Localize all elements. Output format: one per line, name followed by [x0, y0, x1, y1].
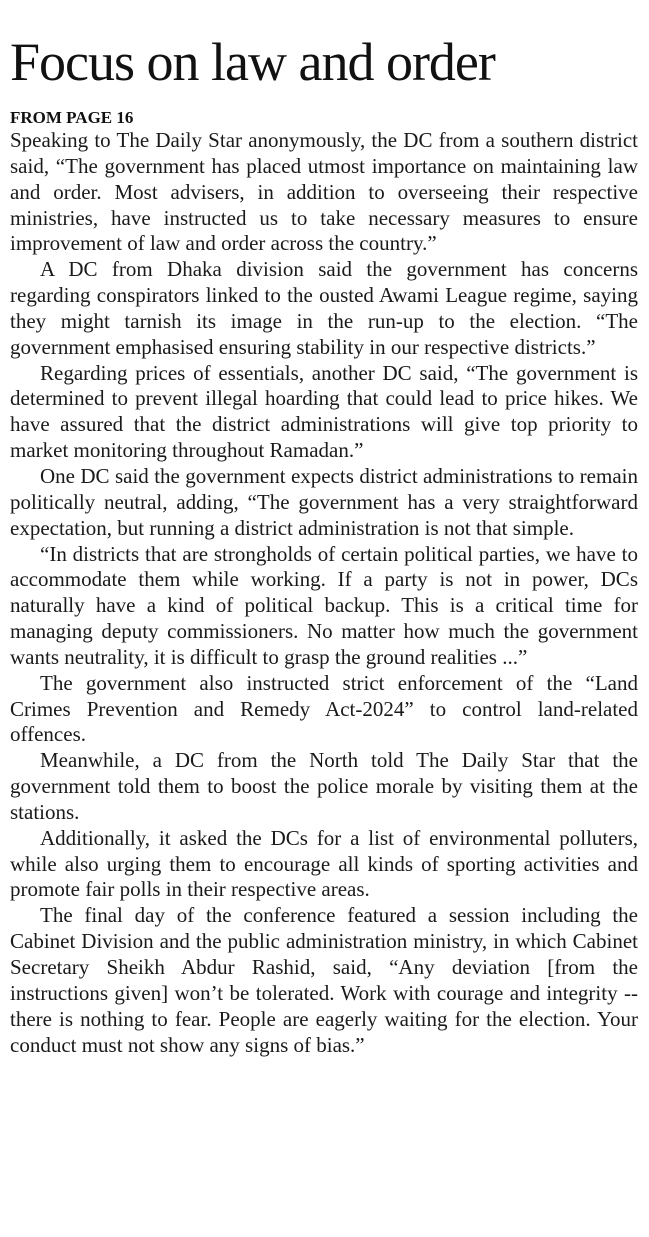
news-article [10, 28, 638, 1058]
article-paragraph: Speaking to The Daily Star anonymously, the DC from a southern district said, “The government has placed utmost importance on maintaining law and order. Most advisers, in addition to overseeing their respective ministries, have instructed us to take necessary measures to ensure improvement of law and order across the country.” [10, 128, 638, 256]
article-paragraph: “In districts that are strongholds of certain political parties, we have to accommodate them while working. If a party is not in power, DCs naturally have a kind of political backup. This is a critical time for managing deputy commissioners. No matter how much the government wants neutrality, it is difficult to grasp the ground realities ...” [10, 541, 638, 669]
article-paragraph: One DC said the government expects district administrations to remain politically neutral, adding, “The government has a very straightforward expectation, but running a district administration is not that simple. [10, 463, 638, 540]
continuation-label: FROM PAGE 16 [10, 108, 134, 127]
article-paragraph: Additionally, it asked the DCs for a list of environmental polluters, while also urging them to encourage all kinds of sporting activities and promote fair polls in their respective areas. [10, 825, 638, 902]
article-paragraph: Regarding prices of essentials, another DC said, “The government is determined to prevent illegal hoarding that could lead to price hikes. We have assured that the district administrations will give top priority to market monitoring throughout Ramadan.” [10, 360, 638, 463]
article-paragraph: The final day of the conference featured a session including the Cabinet Division and the public administration ministry, in which Cabinet Secretary Sheikh Abdur Rashid, said, “Any deviation [from the instructions given] won’t be tolerated. Work with courage and integrity -- there is nothing to fear. People are eagerly waiting for the election. Your conduct must not show any signs of bias.” [10, 903, 638, 1057]
article-paragraph: Meanwhile, a DC from the North told The Daily Star that the government told them to boost the police morale by visiting them at the stations. [10, 748, 638, 824]
headline: Focus on law and order [10, 32, 495, 92]
article-paragraph: The government also instructed strict enforcement of the “Land Crimes Prevention and Remedy Act-2024” to control land-related offences. [10, 670, 638, 747]
article-paragraph: A DC from Dhaka division said the government has concerns regarding conspirators linked to the ousted Awami League regime, saying they might tarnish its image in the run-up to the election. “The government emphasised ensuring stability in our respective districts.” [10, 257, 638, 359]
